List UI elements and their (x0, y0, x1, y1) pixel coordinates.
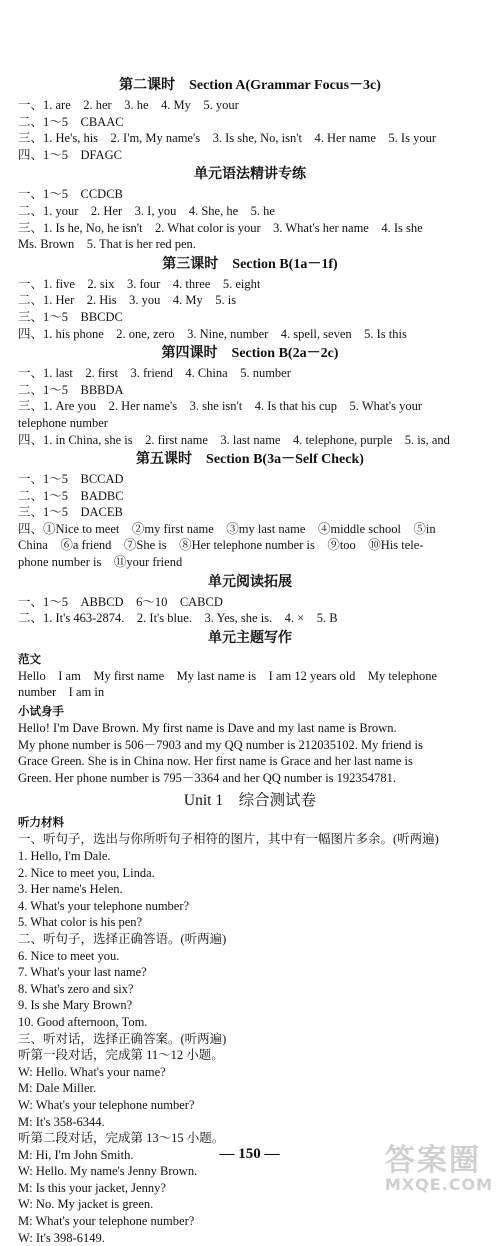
answer-line: telephone number (18, 415, 108, 430)
answer-line: 四、1. his phone 2. one, zero 3. Nine, number 4. spell, seven 5. Is this (18, 326, 407, 341)
answer-line: 一、1. five 2. six 3. four 4. three 5. eight (18, 276, 261, 291)
answer-line: W: What's your telephone number? (18, 1097, 195, 1112)
answer-line: W: Hello. My name's Jenny Brown. (18, 1164, 198, 1179)
answer-line: 一、听句子，选出与你所听句子相符的图片，其中有一幅图片多余。(听两遍) (18, 832, 439, 847)
answer-line: W: Hello. What's your name? (18, 1064, 166, 1079)
answer-line: 8. What's zero and six? (18, 981, 134, 996)
answer-line: 听第一段对话，完成第 11～12 小题。 (18, 1048, 224, 1063)
answer-line: 三、1. Are you 2. Her name's 3. she isn't 4. Is that his cup 5. What's your (18, 399, 423, 414)
answer-line: 6. Nice to meet you. (18, 948, 120, 963)
answer-line: 3. Her name's Helen. (18, 882, 123, 897)
section-heading: 单元主题写作 (208, 630, 292, 646)
test-title: Unit 1 综合测试卷 (183, 792, 317, 810)
answer-line: 三、1. He's, his 2. I'm, My name's 3. Is she, No, isn't 4. Her name 5. Is your (18, 131, 436, 146)
answer-line: 一、1. last 2. first 3. friend 4. China 5. number (18, 366, 291, 381)
answer-content (18, 74, 482, 1246)
answer-line: 4. What's your telephone number? (18, 898, 190, 913)
answer-line: 四、1. in China, she is 2. first name 3. last name 4. telephone, purple 5. is, and (18, 432, 450, 447)
answer-line: 听第二段对话，完成第 13～15 小题。 (18, 1131, 225, 1146)
answer-line: 三、1. Is he, No, he isn't 2. What color is your 3. What's her name 4. Is she (18, 220, 423, 235)
answer-line: 一、1～5 CCDCB (18, 187, 123, 202)
answer-line: 三、1～5 DACEB (18, 505, 123, 520)
answer-line: Hello I am My first name My last name is I am 12 years old My telephone (18, 668, 438, 683)
answer-line: 一、1. are 2. her 3. he 4. My 5. your (18, 98, 239, 112)
answer-line: W: No. My jacket is green. (18, 1197, 154, 1212)
answer-line: 二、1. Her 2. His 3. you 4. My 5. is (18, 293, 237, 308)
answer-line: 9. Is she Mary Brown? (18, 998, 133, 1013)
answer-line: M: Dale Miller. (18, 1081, 97, 1096)
answer-line: Ms. Brown 5. That is her red pen. (18, 237, 196, 252)
answer-line: 2. Nice to meet you, Linda. (18, 865, 155, 880)
answer-line: 四、①Nice to meet ②my first name ③my last name ④middle school ⑤in (18, 521, 436, 536)
answer-line: Green. Her phone number is 795－3364 and her QQ number is 192354781. (18, 770, 397, 785)
answer-line: 10. Good afternoon, Tom. (18, 1014, 148, 1029)
watermark-logo (384, 1143, 493, 1194)
section-heading: 第三课时 Section B(1a－1f) (162, 256, 338, 272)
answer-line: Grace Green. She is in China now. Her first name is Grace and her last name is (18, 754, 413, 769)
watermark-line2: MXQE.COM (384, 1175, 493, 1194)
answer-line: number I am in (18, 685, 105, 700)
answer-line: M: It's 358-6344. (18, 1114, 105, 1129)
answer-line: 二、1. your 2. Her 3. I, you 4. She, he 5. he (18, 203, 275, 218)
answer-line: W: It's 398-6149. (18, 1230, 105, 1245)
answer-line: China ⑥a friend ⑦She is ⑧Her telephone number is ⑨too ⑩His tele- (18, 538, 424, 553)
page-number: — 150 — (219, 1146, 280, 1162)
answer-line: 二、1～5 BBBDA (18, 382, 124, 397)
answer-line: 1. Hello, I'm Dale. (18, 849, 111, 863)
answer-line: 二、1～5 CBAAC (18, 114, 124, 129)
answer-line: 5. What color is his pen? (18, 915, 143, 930)
answer-line: 三、听对话，选择正确答案。(听两遍) (18, 1031, 227, 1046)
section-heading: 第五课时 Section B(3a－Self Check) (136, 452, 364, 468)
section-heading: 单元语法精讲专练 (194, 167, 306, 183)
answer-line: 二、1. It's 463-2874. 2. It's blue. 3. Yes, she is. 4. × 5. B (18, 611, 338, 626)
answer-line: 四、1～5 DFAGC (18, 147, 122, 162)
answer-line: 二、听句子，选择正确答语。(听两遍) (18, 931, 227, 946)
answer-line: 7. What's your last name? (18, 965, 147, 980)
subsection-label: 范文 (18, 651, 41, 666)
answer-line: 一、1～5 BCCAD (18, 472, 124, 487)
answer-line: phone number is ⑪your friend (18, 555, 183, 570)
section-heading: 第二课时 Section A(Grammar Focus－3c) (119, 78, 381, 93)
watermark-line1: 答案圈 (384, 1143, 481, 1178)
answer-line: M: Hi, I'm John Smith. (18, 1147, 134, 1162)
answer-line: My phone number is 506－7903 and my QQ number is 212035102. My friend is (18, 737, 423, 752)
subsection-label: 听力材料 (18, 815, 64, 830)
answer-line: M: What's your telephone number? (18, 1214, 195, 1229)
answer-line: 一、1～5 ABBCD 6～10 CABCD (18, 594, 223, 609)
section-heading: 单元阅读拓展 (208, 574, 292, 590)
answer-line: Hello! I'm Dave Brown. My first name is Dave and my last name is Brown. (18, 721, 397, 736)
answer-line: 三、1～5 BBCDC (18, 309, 123, 324)
section-heading: 第四课时 Section B(2a－2c) (161, 346, 339, 362)
answer-line: M: Is this your jacket, Jenny? (18, 1180, 166, 1195)
subsection-label: 小试身手 (18, 704, 64, 719)
answer-line: 二、1～5 BADBC (18, 488, 124, 503)
